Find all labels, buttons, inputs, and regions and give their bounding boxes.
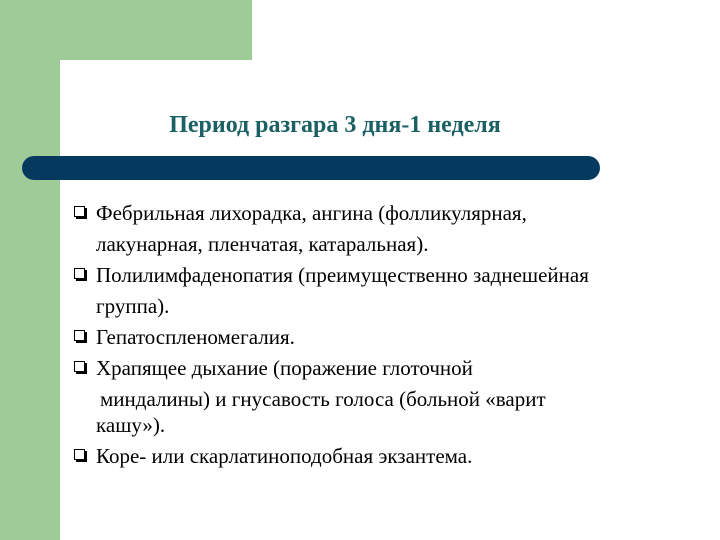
bullet-line: кашу»). [96,413,166,437]
green-sidebar [0,0,60,540]
list-item [72,322,702,353]
title-underline-bar [22,156,600,180]
bullet-line: Полилимфаденопатия (преимущественно заднешейная [96,263,589,287]
checkbox-bullet-icon [74,361,85,372]
bullet-line: группа). [96,294,170,318]
checkbox-bullet-icon [74,449,85,460]
list-item [72,353,702,435]
list-item [72,441,702,472]
bullet-line: миндалины) и гнусавость голоса (больной «варит [100,387,546,411]
bullet-line: Гепатоспленомегалия. [96,325,295,349]
checkbox-bullet-icon [74,268,85,279]
bullet-line: Храпящее дыхание (поражение глоточной [96,356,473,380]
slide-title: Период разгара 3 дня-1 неделя [169,112,501,138]
list-item [72,198,702,260]
bullet-line: лакунарная, пленчатая, катаральная). [96,232,429,256]
bullet-list [72,198,702,472]
bullet-line: Коре- или скарлатиноподобная экзантема. [96,444,473,468]
list-item [72,260,702,322]
bullet-line: Фебрильная лихорадка, ангина (фолликулярная, [96,201,527,225]
checkbox-bullet-icon [74,206,85,217]
checkbox-bullet-icon [74,330,85,341]
